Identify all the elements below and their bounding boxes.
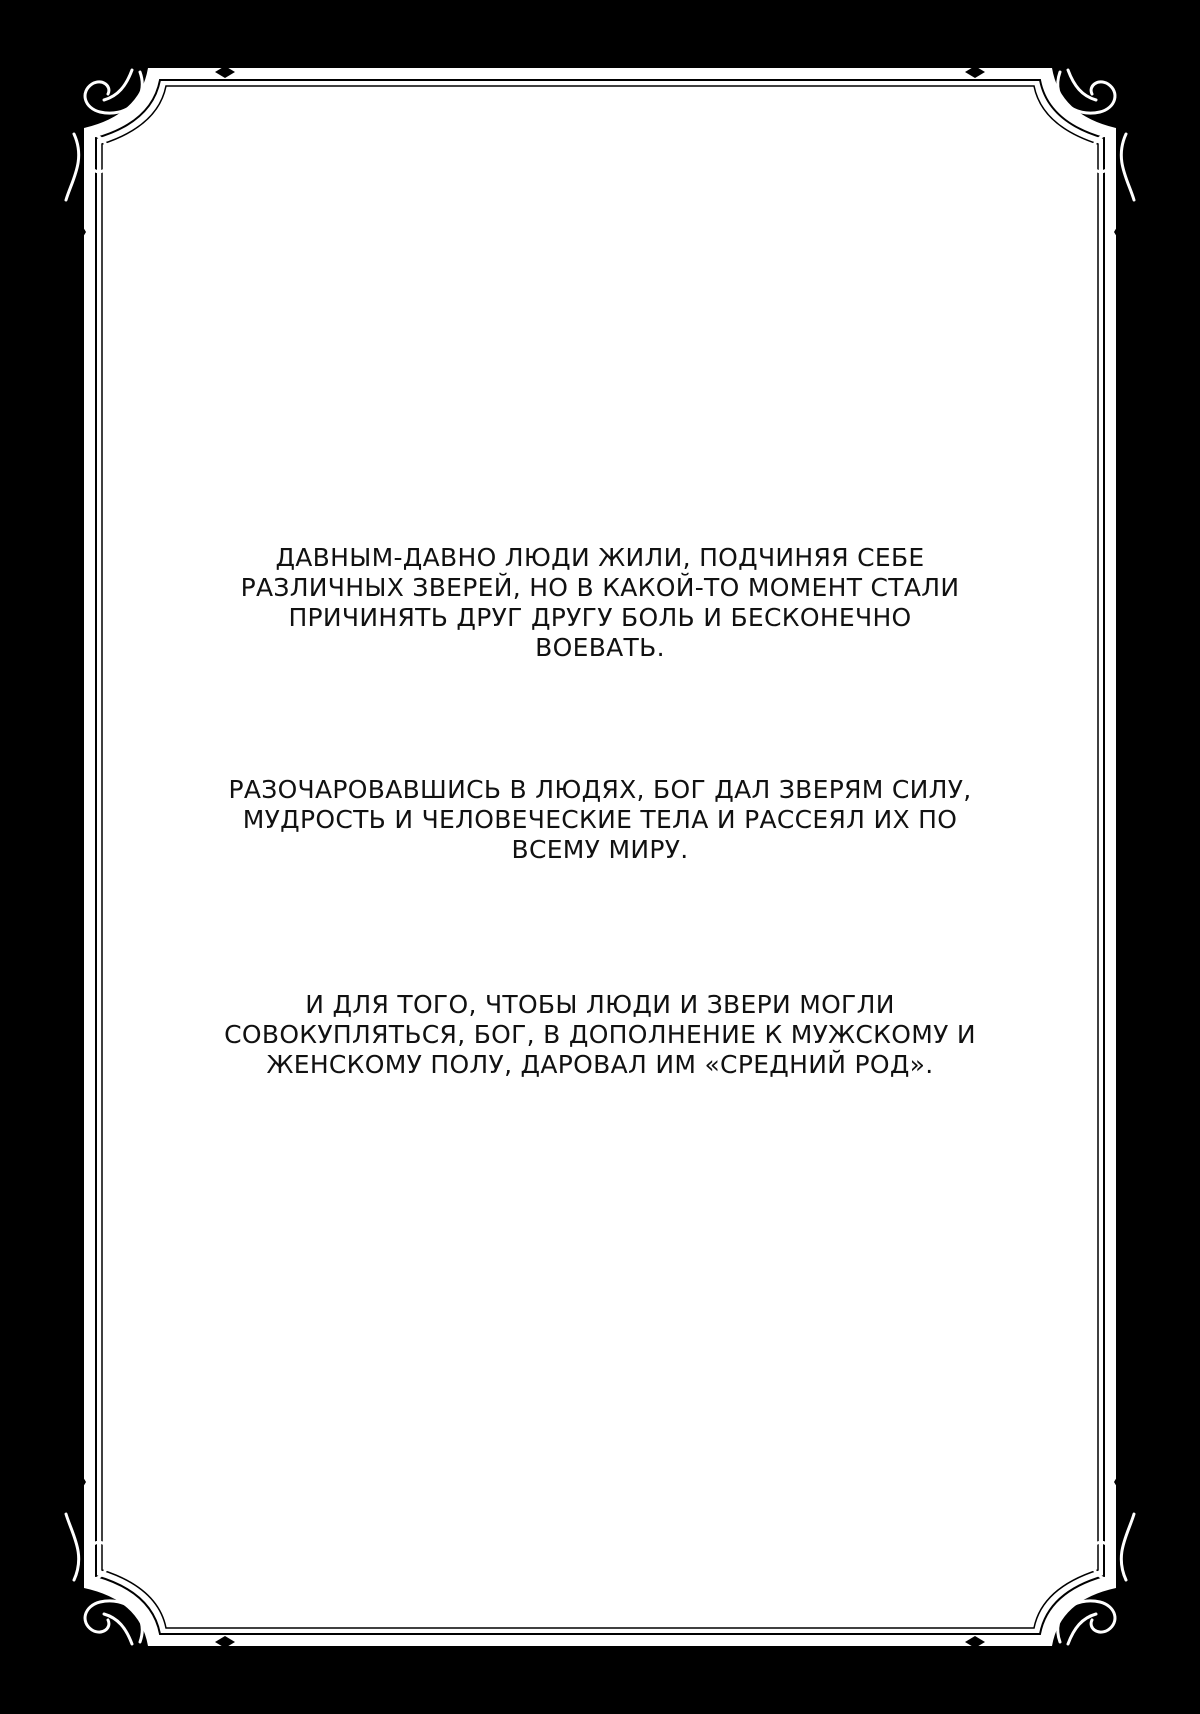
narration-line: И ДЛЯ ТОГО, ЧТОБЫ ЛЮДИ И ЗВЕРИ МОГЛИ: [305, 990, 895, 1019]
narration-line: ВСЕМУ МИРУ.: [511, 835, 689, 864]
narration-line: РАЗОЧАРОВАВШИСЬ В ЛЮДЯХ, БОГ ДАЛ ЗВЕРЯМ СИЛУ,: [228, 775, 972, 804]
narration-line: СОВОКУПЛЯТЬСЯ, БОГ, В ДОПОЛНЕНИЕ К МУЖСКОМУ И: [224, 1020, 976, 1049]
narration-line: РАЗЛИЧНЫХ ЗВЕРЕЙ, НО В КАКОЙ-ТО МОМЕНТ СТАЛИ: [240, 573, 960, 602]
narration-paragraph-3: [200, 990, 1000, 1080]
narration-line: ПРИЧИНЯТЬ ДРУГ ДРУГУ БОЛЬ И БЕСКОНЕЧНО: [288, 603, 912, 632]
narration-line: МУДРОСТЬ И ЧЕЛОВЕЧЕСКИЕ ТЕЛА И РАССЕЯЛ ИХ ПО: [242, 805, 958, 834]
narration-line: ВОЕВАТЬ.: [535, 633, 665, 662]
narration-paragraph-2: [200, 775, 1000, 865]
narration-paragraph-1: [200, 543, 1000, 663]
narration-line: ДАВНЫМ-ДАВНО ЛЮДИ ЖИЛИ, ПОДЧИНЯЯ СЕБЕ: [275, 543, 925, 572]
narration-line: ЖЕНСКОМУ ПОЛУ, ДАРОВАЛ ИМ «СРЕДНИЙ РОД».: [266, 1050, 934, 1079]
